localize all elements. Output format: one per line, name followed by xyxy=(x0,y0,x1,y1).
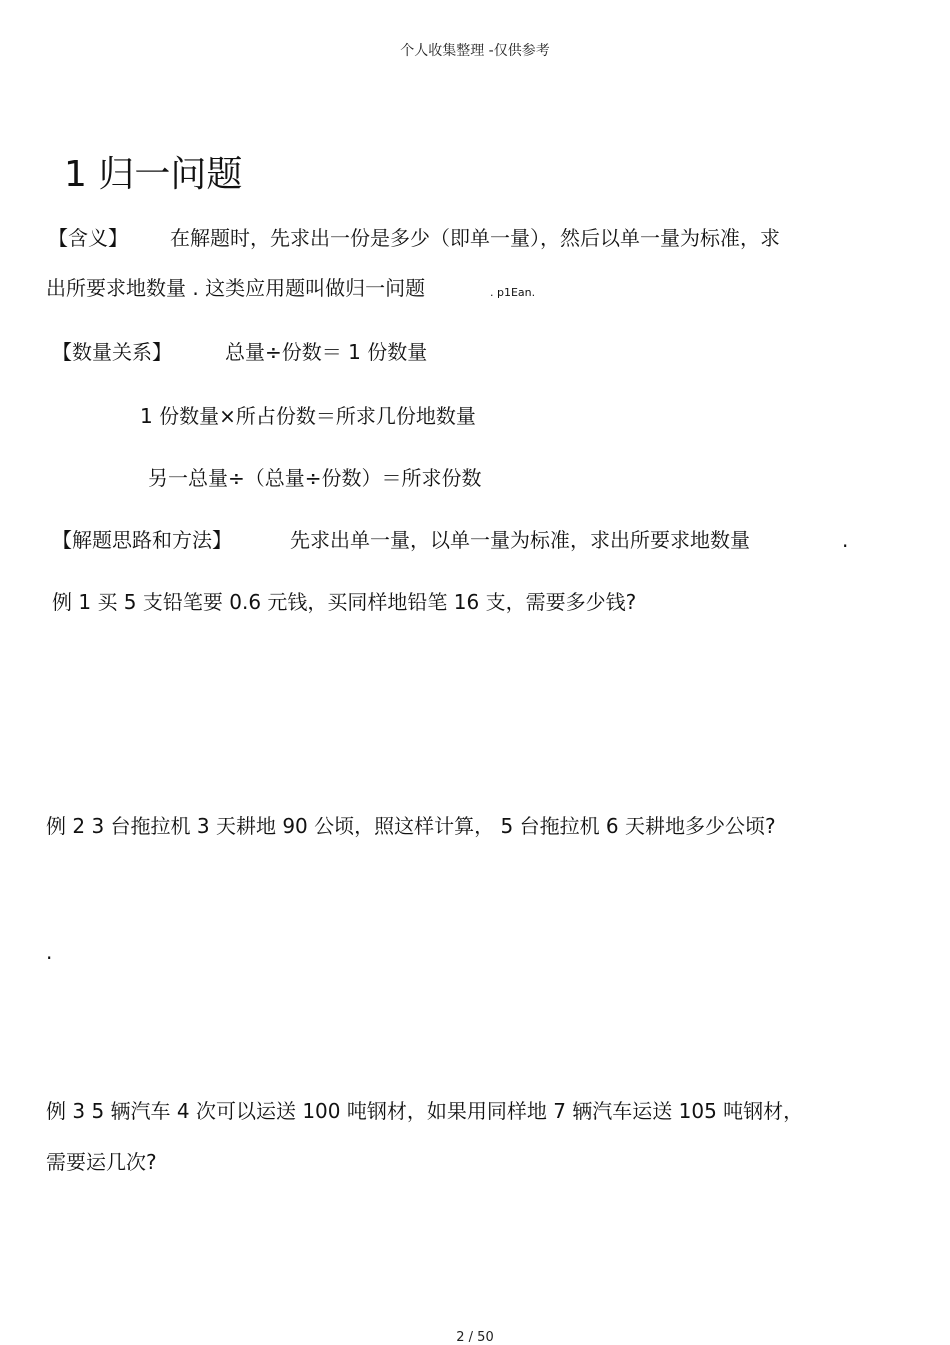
stray-dot: . xyxy=(46,940,53,964)
method-period: . xyxy=(842,528,849,552)
definition-line-1: 在解题时，先求出一份是多少（即单一量），然后以单一量为标准，求 xyxy=(170,226,780,250)
example-3-line-2: 需要运几次? xyxy=(46,1150,157,1174)
relations-formula-2: 1 份数量×所占份数＝所求几份地数量 xyxy=(140,404,476,428)
page-number: 2 / 50 xyxy=(456,1330,494,1345)
relations-label: 【数量关系】 xyxy=(52,340,172,364)
example-2: 例 2 3 台拖拉机 3 天耕地 90 公顷，照这样计算， 5 台拖拉机 6 天耕地多少公顷? xyxy=(46,814,776,838)
definition-line-2: 出所要求地数量 . 这类应用题叫做归一问题 xyxy=(46,276,426,300)
method-text: 先求出单一量，以单一量为标准，求出所要求地数量 xyxy=(290,528,750,552)
relations-formula-1: 总量÷份数＝ 1 份数量 xyxy=(225,340,428,364)
method-label: 【解题思路和方法】 xyxy=(52,528,232,552)
definition-label: 【含义】 xyxy=(48,226,128,250)
section-title: 1 归一问题 xyxy=(64,154,243,195)
page-header: 个人收集整理 -仅供参考 xyxy=(400,43,550,59)
example-1: 例 1 买 5 支铅笔要 0.6 元钱，买同样地铅笔 16 支，需要多少钱? xyxy=(52,590,637,614)
definition-tail: . p1Ean. xyxy=(490,286,536,299)
example-3-line-1: 例 3 5 辆汽车 4 次可以运送 100 吨钢材，如果用同样地 7 辆汽车运送 105 吨钢材， xyxy=(46,1099,804,1123)
relations-formula-3: 另一总量÷（总量÷份数）＝所求份数 xyxy=(148,466,482,490)
